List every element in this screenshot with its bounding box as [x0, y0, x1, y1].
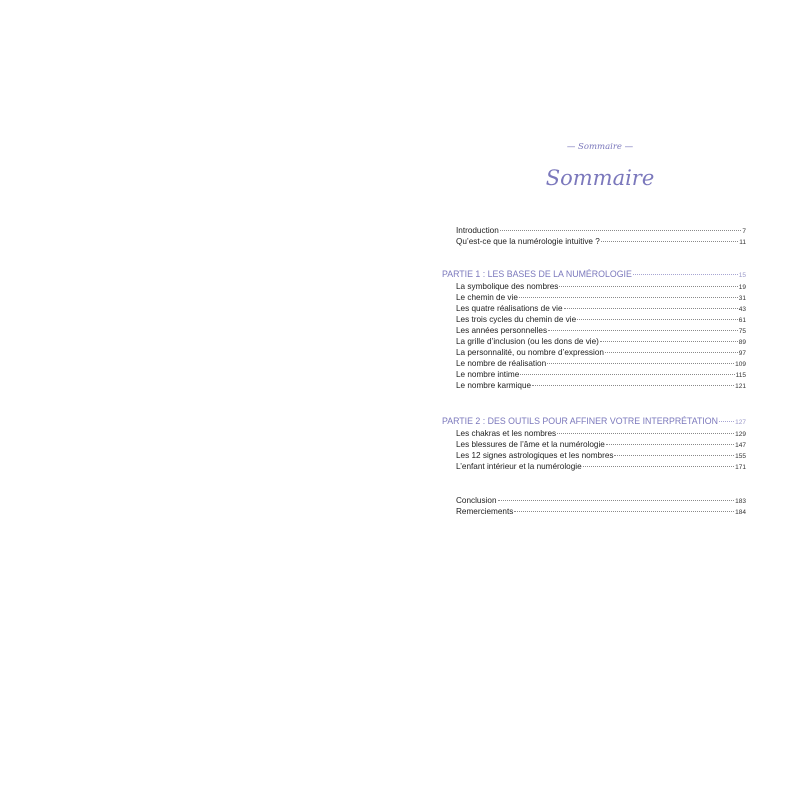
- dot-leader: [514, 510, 734, 512]
- toc-entry-label: Les 12 signes astrologiques et les nombres: [456, 451, 614, 460]
- toc-page-number: 7: [742, 228, 746, 235]
- toc-page-number: 171: [735, 464, 746, 471]
- dot-leader: [606, 443, 734, 445]
- dot-leader: [547, 362, 734, 364]
- toc-entry[interactable]: [456, 450, 746, 461]
- dot-leader: [614, 454, 734, 456]
- toc-page-number: 155: [735, 453, 746, 460]
- toc-entry[interactable]: [456, 292, 746, 303]
- toc-entry-label: Le nombre intime: [456, 370, 520, 379]
- dot-leader: [600, 340, 738, 342]
- toc-page-number: 61: [738, 317, 746, 324]
- toc-entry-label: Les années personnelles: [456, 326, 548, 335]
- toc-page-number: 75: [738, 328, 746, 335]
- toc-entry-label: Les trois cycles du chemin de vie: [456, 315, 577, 324]
- toc-entry[interactable]: [456, 314, 746, 325]
- toc-entry[interactable]: [456, 336, 746, 347]
- toc-entry[interactable]: [456, 439, 746, 450]
- toc-entry-label: La personnalité, ou nombre d’expression: [456, 348, 604, 357]
- toc-entry-label: Le nombre de réalisation: [456, 359, 547, 368]
- toc-entry-label: La symbolique des nombres: [456, 282, 559, 291]
- toc-page-number: 115: [735, 372, 746, 379]
- toc-entry[interactable]: [456, 347, 746, 358]
- toc-page-number: 127: [735, 419, 746, 426]
- dot-leader: [520, 373, 734, 375]
- toc-entry[interactable]: [456, 461, 746, 472]
- dot-leader: [532, 384, 734, 386]
- toc-page-number: 31: [738, 295, 746, 302]
- toc-entry[interactable]: [456, 428, 746, 439]
- toc-page-number: 43: [738, 306, 746, 313]
- toc-entry-label: L’enfant intérieur et la numérologie: [456, 462, 582, 471]
- toc-entry-label: Le chemin de vie: [456, 293, 518, 302]
- dot-leader: [601, 240, 738, 242]
- toc-entry[interactable]: [456, 369, 746, 380]
- toc-entry[interactable]: [456, 358, 746, 369]
- toc-page-number: 183: [735, 498, 746, 505]
- toc-part-label: PARTIE 1 : LES BASES DE LA NUMÉROLOGIE: [442, 269, 632, 279]
- dot-leader: [559, 285, 737, 287]
- page-title: Sommaire: [545, 166, 655, 190]
- toc-entry[interactable]: [456, 325, 746, 336]
- toc-part-1-heading[interactable]: [442, 269, 746, 280]
- toc-page-number: 15: [738, 272, 746, 279]
- toc-entry-label: Qu’est-ce que la numérologie intuitive ?: [456, 237, 600, 246]
- toc-entry-label: Les quatre réalisations de vie: [456, 304, 563, 313]
- toc-page-number: 109: [735, 361, 746, 368]
- toc-page-number: 19: [738, 284, 746, 291]
- dot-leader: [577, 318, 738, 320]
- toc-page-number: 97: [738, 350, 746, 357]
- toc-entry-conclusion[interactable]: [456, 495, 746, 506]
- toc-entry-introduction[interactable]: [456, 225, 746, 236]
- toc-page-number: 89: [738, 339, 746, 346]
- dot-leader: [583, 465, 735, 467]
- toc-entry-label: Les blessures de l’âme et la numérologie: [456, 440, 605, 449]
- dot-leader: [500, 229, 742, 231]
- dot-leader: [564, 307, 738, 309]
- toc-entry-label: Le nombre karmique: [456, 381, 532, 390]
- dot-leader: [498, 499, 735, 501]
- toc-entry-label: Conclusion: [456, 496, 497, 505]
- toc-entry-remerciements[interactable]: [456, 506, 746, 517]
- dot-leader: [557, 432, 734, 434]
- toc-part-2-heading[interactable]: [442, 416, 746, 427]
- dot-leader: [605, 351, 738, 353]
- running-head: — Sommaire —: [566, 142, 634, 152]
- toc-page-number: 147: [735, 442, 746, 449]
- toc-entry-label: La grille d’inclusion (ou les dons de vie): [456, 337, 599, 346]
- dot-leader: [633, 273, 738, 275]
- toc-page-number: 11: [739, 239, 746, 246]
- dot-leader: [548, 329, 738, 331]
- toc-part-label: PARTIE 2 : DES OUTILS POUR AFFINER VOTRE INTERPRÉTATION: [442, 416, 719, 426]
- toc-entry[interactable]: [456, 281, 746, 292]
- right-page: [400, 0, 800, 800]
- toc-entry[interactable]: [456, 303, 746, 314]
- toc-page-number: 184: [735, 509, 746, 516]
- toc-page-number: 121: [735, 383, 746, 390]
- toc-entry-label: Les chakras et les nombres: [456, 429, 557, 438]
- toc-entry-label: Remerciements: [456, 507, 514, 516]
- toc-page-number: 129: [735, 431, 746, 438]
- dot-leader: [719, 420, 734, 422]
- toc-entry-numerologie-intuitive[interactable]: [456, 236, 746, 247]
- dot-leader: [519, 296, 738, 298]
- toc-entry-label: Introduction: [456, 226, 499, 235]
- toc-entry[interactable]: [456, 380, 746, 391]
